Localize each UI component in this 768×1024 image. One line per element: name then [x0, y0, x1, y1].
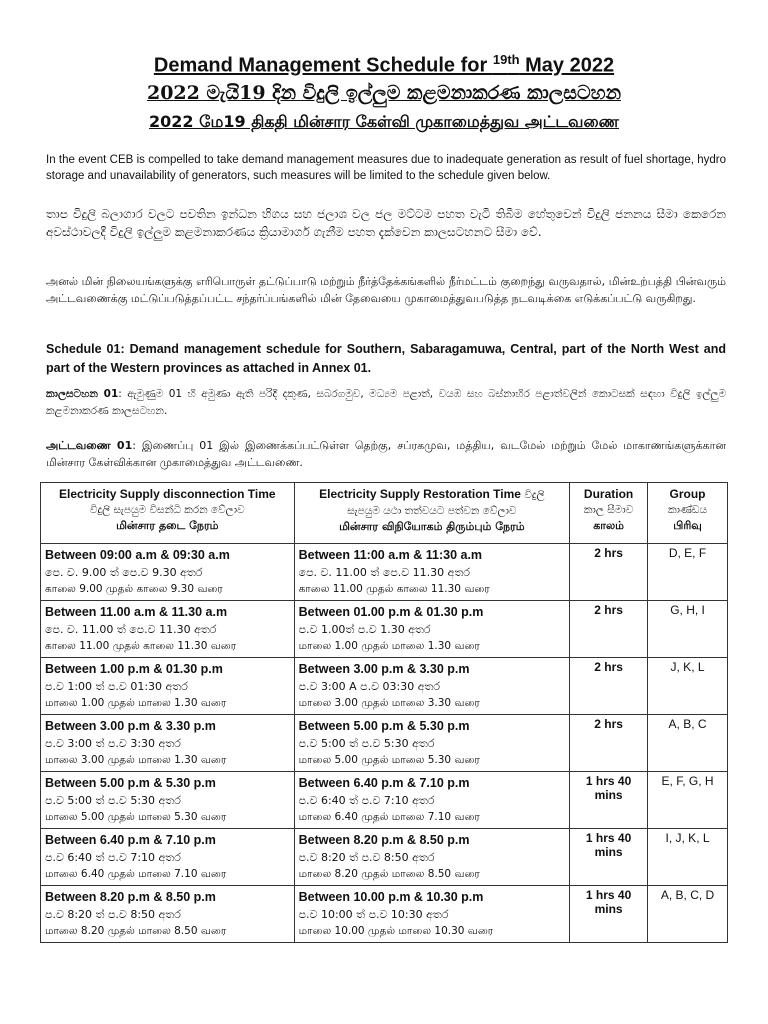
restoration-time-cell: [294, 829, 570, 886]
group-cell: G, H, I: [648, 601, 728, 658]
schedule-heading-sinhala: කාලසටහන 01: ඇමුණුම 01 හි අමුණා ඇති පරිදි දකුණ, සබරගමුව, මධ්‍යම පළාත්, වයඹ සහ බස්නාහිර පළාත්වලින් කොටසක් සඳහා විදුලි ඉල්ලුම කළමනාකරණ කාලසටහන.: [46, 388, 726, 417]
time-si: ප.ව 1.00ත් ප.ව 1.30 අතර: [298, 623, 431, 636]
duration-cell: 1 hrs 40 mins: [570, 772, 648, 829]
time-si: ප.ව 6:40 ත් ප.ව 7:10 අතර: [298, 794, 435, 807]
intro-tamil: அனல் மின் நிலையங்களுக்கு எரிபொருள் தட்டுப்பாடு மற்றும் நீர்த்தேக்கங்களில் நீர்மட்டம் குறைந்து வருவதால், மின்உற்பத்தி பின்வரும் அட்டவணைக்கு மட்டுப்படுத்தப்பட்ட சந்தர்ப்பங்களில் மின் தேவையை முகாமைத்துவபடுத்த நடவடிக்கை எடுக்கப்பட்டு வருகிறது.: [46, 275, 726, 305]
schedule-table: [40, 482, 728, 943]
time-en: Between 8.20 p.m & 8.50 p.m: [298, 833, 470, 847]
disconnection-time-cell: [41, 829, 295, 886]
table-row: [41, 829, 728, 886]
time-en: Between 1.00 p.m & 01.30 p.m: [45, 662, 223, 676]
title-tamil: 2022 மே19 திகதி மின்சார கேள்வி முகாமைத்துவ அட்டவணை: [149, 112, 619, 131]
group-cell: D, E, F: [648, 544, 728, 601]
table-header-row: [41, 483, 728, 544]
time-en: Between 5.00 p.m & 5.30 p.m: [45, 776, 216, 790]
title-english: Demand Management Schedule for $^{19th}$ May 2022: [153, 52, 615, 77]
time-en: Between 10.00 p.m & 10.30 p.m: [298, 890, 484, 904]
time-ta: மாலை 1.00 முதல் மாலை 1.30 வரை: [298, 640, 480, 652]
time-si: පෙ. ව. 9.00 ත් පෙ.ව 9.30 අතර: [45, 566, 203, 579]
time-en: Between 3.00 p.m & 3.30 p.m: [298, 662, 470, 676]
intro-sinhala: තාප විදුලි බලාගාර වලට පවතින ඉන්ධන හිගය සහ ජලාශ වල ජල මට්ටම පහත වැටී තිබීම හේතුවෙන් විදුලි ජනනය සීමා කෙරෙන අවස්ථාවලදී විදුලි ඉල්ලුම කළමනාකරණය ක්‍රියාමාර්ග ගැනීම පහත දැක්වෙන කාලසටහනට සීමා වේ.: [46, 207, 726, 239]
header-duration: Duration කාල සීමාව காலம்: [570, 483, 648, 544]
duration-cell: 2 hrs: [570, 544, 648, 601]
header-disconnection: Electricity Supply disconnection Time විදුලි සැපයුම විසන්ධි කරන වේලාව மின்சார தடை நேரம்: [41, 483, 295, 544]
time-ta: மாலை 6.40 முதல் மாலை 7.10 வரை: [298, 811, 480, 823]
time-si: ප.ව 10:00 ත් ප.ව 10:30 අතර: [298, 908, 449, 921]
duration-cell: 2 hrs: [570, 601, 648, 658]
disconnection-time-cell: [41, 772, 295, 829]
time-ta: காலை 11.00 முதல் காலை 11.30 வரை: [45, 640, 237, 652]
time-si: පෙ. ව. 11.00 ත් පෙ.ව 11.30 අතර: [45, 623, 217, 636]
duration-cell: 2 hrs: [570, 715, 648, 772]
group-cell: A, B, C, D: [648, 886, 728, 943]
restoration-time-cell: [294, 658, 570, 715]
time-ta: காலை 11.00 முதல் காலை 11.30 வரை: [298, 583, 490, 595]
time-en: Between 3.00 p.m & 3.30 p.m: [45, 719, 216, 733]
table-row: [41, 772, 728, 829]
header-group: Group කාණ්ඩය பிரிவு: [648, 483, 728, 544]
time-ta: மாலை 3.00 முதல் மாலை 1.30 வரை: [45, 754, 227, 766]
time-si: ප.ව 8:20 ත් ප.ව 8:50 අතර: [298, 851, 435, 864]
group-cell: A, B, C: [648, 715, 728, 772]
table-row: [41, 601, 728, 658]
time-si: ප.ව 3:00 ත් ප.ව 3:30 අතර: [45, 737, 181, 750]
restoration-time-cell: [294, 544, 570, 601]
time-ta: மாலை 8.20 முதல் மாலை 8.50 வரை: [45, 925, 227, 937]
time-si: ප.ව 5:00 ත් ප.ව 5:30 අතර: [45, 794, 181, 807]
time-si: ප.ව 6:40 ත් ප.ව 7:10 අතර: [45, 851, 181, 864]
disconnection-time-cell: [41, 658, 295, 715]
restoration-time-cell: [294, 886, 570, 943]
duration-cell: 2 hrs: [570, 658, 648, 715]
restoration-time-cell: [294, 772, 570, 829]
time-en: Between 11:00 a.m & 11:30 a.m: [298, 548, 483, 562]
group-cell: E, F, G, H: [648, 772, 728, 829]
disconnection-time-cell: [41, 715, 295, 772]
restoration-time-cell: [294, 715, 570, 772]
table-row: [41, 544, 728, 601]
time-ta: மாலை 6.40 முதல் மாலை 7.10 வரை: [45, 868, 227, 880]
time-en: Between 8.20 p.m & 8.50 p.m: [45, 890, 216, 904]
time-ta: காலை 9.00 முதல் காலை 9.30 வரை: [45, 583, 223, 595]
time-si: ප.ව 5:00 ත් ප.ව 5:30 අතර: [298, 737, 435, 750]
time-en: Between 09:00 a.m & 09:30 a.m: [45, 548, 230, 562]
duration-cell: 1 hrs 40 mins: [570, 829, 648, 886]
title-sinhala: 2022 මැයි19 දින විදුලි ඉල්ලුම කළමනාකරණ කාලසටහන: [146, 82, 622, 104]
time-en: Between 11.00 a.m & 11.30 a.m: [45, 605, 228, 619]
time-en: Between 6.40 p.m & 7.10 p.m: [298, 776, 470, 790]
table-row: [41, 658, 728, 715]
time-ta: மாலை 5.00 முதல் மாலை 5.30 வரை: [45, 811, 227, 823]
time-si: ප.ව 1:00 ත් ප.ව 01:30 අතර: [45, 680, 188, 693]
header-restoration: Electricity Supply Restoration Time විදුලි සැපයුම යථා තත්වයට පත්වන වේලාව மின்சார விநியோகம் திரும்பும் நேரம்: [294, 483, 570, 544]
disconnection-time-cell: [41, 544, 295, 601]
schedule-heading-tamil: அட்டவணை 01: இணைப்பு 01 இல் இணைக்கப்பட்டுள்ள தெற்கு, சப்ரகமுவ, மத்திய, வடமேல் மற்றும் மேல் மாகாணங்களுக்கான மின்சார கேள்விக்கான முகாமைத்துவ அட்டவணை.: [46, 439, 726, 469]
table-row: [41, 715, 728, 772]
time-ta: மாலை 1.00 முதல் மாலை 1.30 வரை: [45, 697, 227, 709]
schedule-heading-english: Schedule 01: Demand management schedule for Southern, Sabaragamuwa, Central, part of the North West and part of the Western provinces as attached in Annex 01.: [46, 342, 726, 375]
intro-english: In the event CEB is compelled to take demand management measures due to inadequate generation as result of fuel shortage, hydro storage and unavailability of generators, such measures will be limited to the schedule given below.: [46, 154, 726, 182]
time-si: ප.ව 3:00 A ප.ව 03:30 අතර: [298, 680, 441, 693]
time-en: Between 5.00 p.m & 5.30 p.m: [298, 719, 470, 733]
time-si: ප.ව 8:20 ත් ප.ව 8:50 අතර: [45, 908, 181, 921]
time-en: Between 6.40 p.m & 7.10 p.m: [45, 833, 216, 847]
group-cell: I, J, K, L: [648, 829, 728, 886]
time-si: පෙ. ව. 11.00 ත් පෙ.ව 11.30 අතර: [298, 566, 471, 579]
disconnection-time-cell: [41, 886, 295, 943]
duration-cell: 1 hrs 40 mins: [570, 886, 648, 943]
disconnection-time-cell: [41, 601, 295, 658]
time-ta: மாலை 5.00 முதல் மாலை 5.30 வரை: [298, 754, 480, 766]
time-en: Between 01.00 p.m & 01.30 p.m: [298, 605, 484, 619]
table-row: [41, 886, 728, 943]
group-cell: J, K, L: [648, 658, 728, 715]
time-ta: மாலை 8.20 முதல் மாலை 8.50 வரை: [298, 868, 480, 880]
time-ta: மாலை 10.00 முதல் மாலை 10.30 வரை: [298, 925, 494, 937]
time-ta: மாலை 3.00 முதல் மாலை 3.30 வரை: [298, 697, 480, 709]
restoration-time-cell: [294, 601, 570, 658]
